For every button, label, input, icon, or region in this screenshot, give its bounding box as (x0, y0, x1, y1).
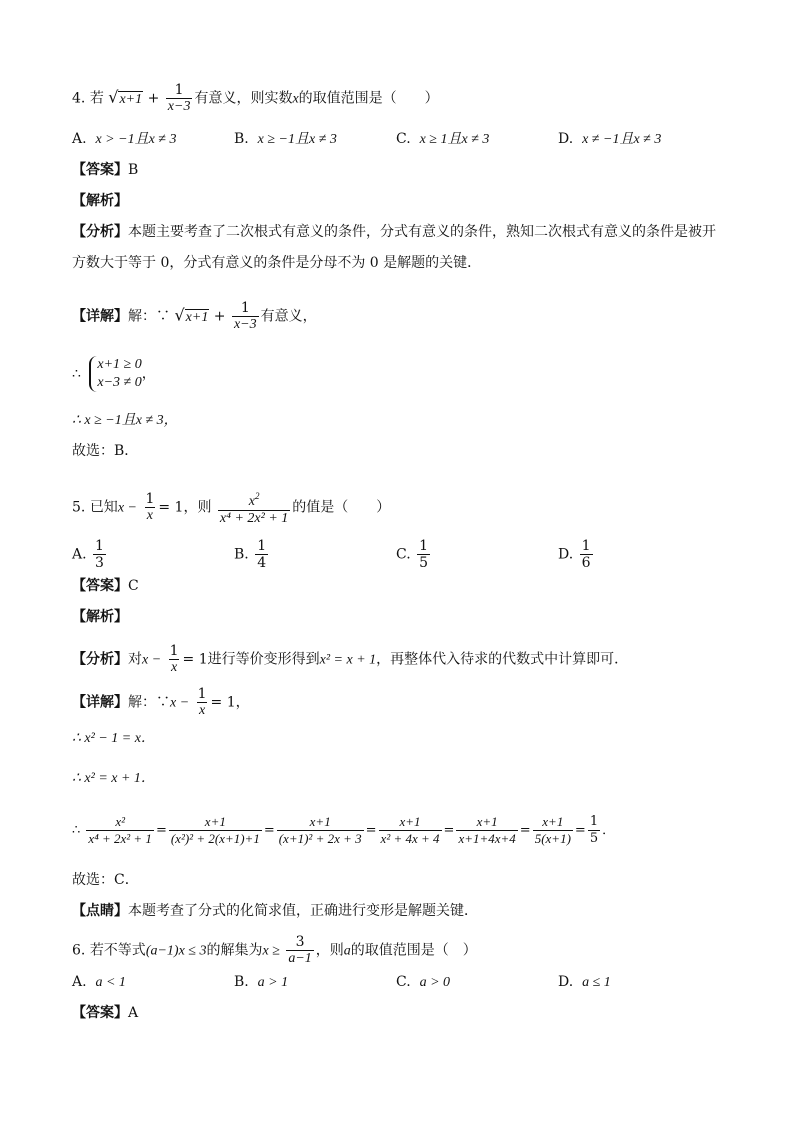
q4-detail: 【详解】解：∵ √x+1 + $\frac{1}{x-3}$ 有意义， (72, 300, 317, 332)
q6-answer: 【答案】A (72, 1005, 139, 1021)
q4-fenxi-2: 方数大于等于 0，分式有意义的条件是分母不为 0 是解题的关键． (72, 255, 482, 271)
q4-system: ∴ x+1 ≥ 0 x−3 ≠ 0 ， (72, 357, 156, 390)
q6-stem: 6. 若不等式(a−1)x ≤ 3的解集为x ≥ $\frac{3}{a-1}$ ，则a的取值范围是（ ） (72, 934, 477, 966)
q5-step2: ∴ x² = x + 1． (72, 771, 155, 786)
q5-target-fraction: $\frac{x^2}{\text{x⁴ + 2x² + 1}}$ (219, 491, 289, 526)
q4-analysis-tag: 【解析】 (72, 193, 128, 209)
q5-detail: 【详解】解：∵x − $\frac{1}{x}$ = 1， (72, 686, 250, 718)
q4-option-c[interactable]: C. x ≥ 1且x ≠ 3 (396, 131, 490, 147)
q5-choose: 故选：C． (72, 872, 139, 888)
q5-option-d[interactable]: D. $\frac{1}{6}$ (558, 538, 591, 571)
q6-option-b[interactable]: B. a > 1 (234, 974, 289, 990)
q6-option-d[interactable]: D. a ≤ 1 (558, 974, 611, 990)
q4-answer: 【答案】B (72, 162, 139, 178)
q4-option-a[interactable]: A. x > −1且x ≠ 3 (72, 131, 177, 147)
q6-options (72, 972, 734, 993)
q5-option-a[interactable]: A. $\frac{1}{3}$ (72, 538, 104, 571)
q4-fenxi-1: 【分析】本题主要考查了二次根式有意义的条件，分式有意义的条件，熟知二次根式有意义的条件是被开 (72, 224, 716, 240)
q4-option-d[interactable]: D. x ≠ −1且x ≠ 3 (558, 131, 662, 147)
q5-step1: ∴ x² − 1 = x． (72, 731, 155, 746)
q4-result: ∴ x ≥ −1且x ≠ 3， (72, 413, 178, 428)
q4-option-b[interactable]: B. x ≥ −1且x ≠ 3 (234, 131, 337, 147)
q5-stem: 5. 已知x − $\frac{1}{x}$ = 1，则 $\frac{x^2}{\text{x⁴ + 2x² + 1}}$ 的值是（ ） (72, 488, 734, 527)
q6-option-a[interactable]: A. a < 1 (72, 974, 126, 990)
q4-options (72, 129, 734, 150)
q5-analysis-tag: 【解析】 (72, 609, 128, 625)
q5-option-b[interactable]: B. $\frac{1}{4}$ (234, 538, 267, 571)
q4-choose: 故选：B． (72, 443, 139, 459)
q5-options (72, 538, 734, 571)
q4-brace: x+1 ≥ 0 x−3 ≠ 0 (89, 356, 141, 392)
q5-dianjing: 【点睛】本题考查了分式的化简求值，正确进行变形是解题关键． (72, 903, 478, 919)
q4-stem: 4. 若 √x+1 + $\frac{1}{x-3}$ 有意义，则实数x的取值范围是（ ） (72, 82, 439, 114)
q5-chain: ∴ $\frac{\text{x²}}{\text{x⁴ + 2x² + 1}}$ = $\frac{x+1}{\text{(x²)² + 2(x+1)+1}}$ = $\frac{x+1}{\text{(x+1)² + 2x + 3}}$ = $\frac{x+1}{\text{x² + 4x + 4}}$ = $\frac{x+1}{x+1+4x+4}$ = $\frac{x+1}{5(x+1)}$ = $\frac{1}{5}$ ． (72, 814, 616, 846)
q5-fenxi: 【分析】对x − $\frac{1}{x}$ = 1进行等价变形得到x² = x + 1，再整体代入待求的代数式中计算即可． (72, 643, 629, 675)
q5-option-c[interactable]: C. $\frac{1}{5}$ (396, 538, 429, 571)
q5-answer: 【答案】C (72, 578, 139, 594)
q6-option-c[interactable]: C. a > 0 (396, 974, 451, 990)
q4-fraction: $\frac{1}{x-3}$ (167, 82, 191, 114)
